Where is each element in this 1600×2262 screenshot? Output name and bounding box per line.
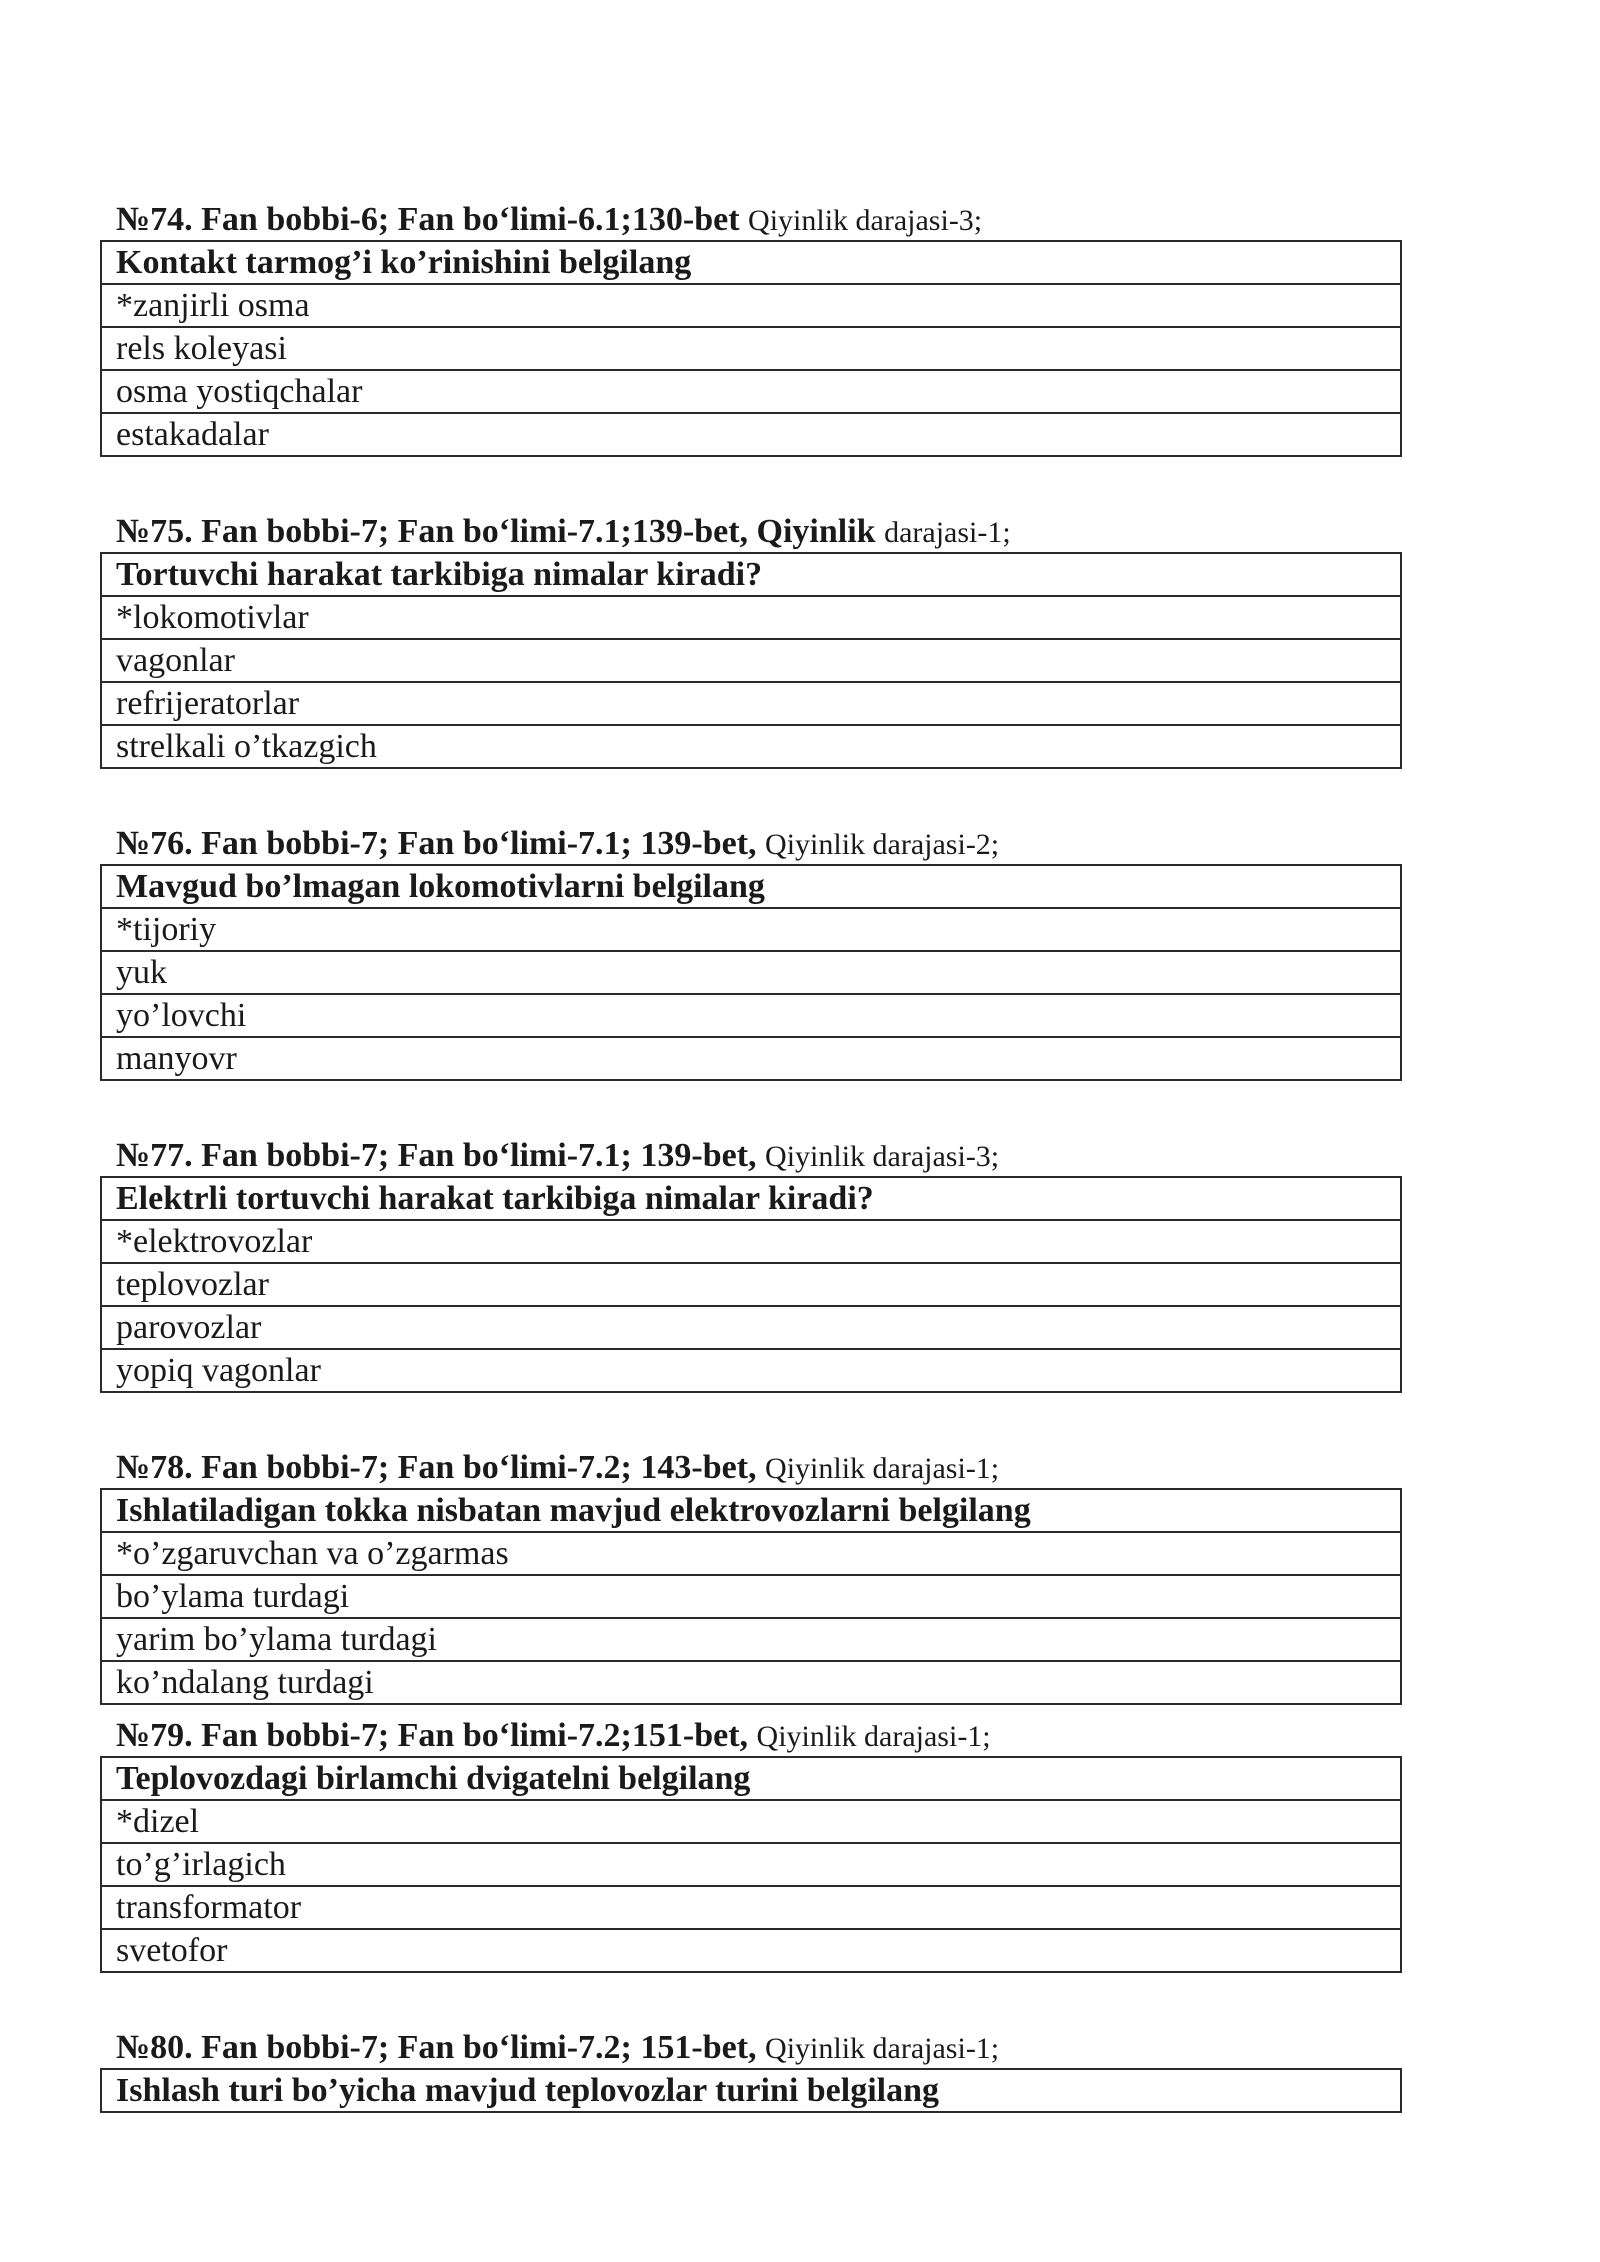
answer-option: bo’ylama turdagi [101,1575,1401,1618]
answer-option: parovozlar [101,1306,1401,1349]
answer-option: yo’lovchi [101,994,1401,1037]
answer-option: estakadalar [101,413,1401,456]
answer-option: transformator [101,1886,1401,1929]
question-79 [100,1716,1402,1973]
answer-option: *dizel [101,1800,1401,1843]
question-header-bold: №76. Fan bobbi-7; Fan bo‘limi-7.1; 139-bet, [116,825,757,862]
answer-option: vagonlar [101,639,1401,682]
answer-option: *elektrovozlar [101,1220,1401,1263]
question-header [100,824,1402,864]
answer-option: refrijeratorlar [101,682,1401,725]
question-table [100,2068,1402,2113]
question-table [100,1176,1402,1393]
question-table [100,552,1402,769]
question-header-bold: №80. Fan bobbi-7; Fan bo‘limi-7.2; 151-bet, [116,2029,757,2066]
answer-option: *zanjirli osma [101,284,1401,327]
question-header [100,512,1402,552]
question-77 [100,1136,1402,1393]
answer-option: rels koleyasi [101,327,1401,370]
question-header [100,2028,1402,2068]
question-header-difficulty: Qiyinlik darajasi-2; [765,828,1000,861]
question-stem: Ishlatiladigan tokka nisbatan mavjud elektrovozlarni belgilang [101,1489,1401,1532]
question-header-difficulty: darajasi-1; [884,516,1011,549]
question-78 [100,1448,1402,1705]
answer-option: ko’ndalang turdagi [101,1661,1401,1704]
question-header-difficulty: Qiyinlik darajasi-3; [765,1140,1000,1173]
question-76 [100,824,1402,1081]
question-stem: Tortuvchi harakat tarkibiga nimalar kiradi? [101,553,1401,596]
answer-option: to’g’irlagich [101,1843,1401,1886]
answer-option: yopiq vagonlar [101,1349,1401,1392]
question-80 [100,2028,1402,2113]
question-header [100,200,1402,240]
question-table [100,240,1402,457]
answer-option: osma yostiqchalar [101,370,1401,413]
answer-option: teplovozlar [101,1263,1401,1306]
question-stem: Elektrli tortuvchi harakat tarkibiga nimalar kiradi? [101,1177,1401,1220]
question-header [100,1136,1402,1176]
question-stem: Kontakt tarmog’i ko’rinishini belgilang [101,241,1401,284]
question-table [100,1488,1402,1705]
question-stem: Mavgud bo’lmagan lokomotivlarni belgilang [101,865,1401,908]
question-header-bold: №74. Fan bobbi-6; Fan bo‘limi-6.1;130-bet [116,201,740,238]
question-header-difficulty: Qiyinlik darajasi-1; [765,2032,1000,2065]
question-table [100,864,1402,1081]
answer-option: strelkali o’tkazgich [101,725,1401,768]
question-header-bold: №78. Fan bobbi-7; Fan bo‘limi-7.2; 143-bet, [116,1449,757,1486]
answer-option: *o’zgaruvchan va o’zgarmas [101,1532,1401,1575]
question-table [100,1756,1402,1973]
answer-option: yarim bo’ylama turdagi [101,1618,1401,1661]
question-header-bold: №79. Fan bobbi-7; Fan bo‘limi-7.2;151-bet, [116,1717,749,1754]
question-header-difficulty: Qiyinlik darajasi-1; [765,1452,1000,1485]
question-74 [100,200,1402,457]
question-stem: Teplovozdagi birlamchi dvigatelni belgilang [101,1757,1401,1800]
question-header-bold: №75. Fan bobbi-7; Fan bo‘limi-7.1;139-bet, Qiyinlik [116,513,876,550]
question-75 [100,512,1402,769]
question-header-difficulty: Qiyinlik darajasi-3; [748,204,983,237]
answer-option: yuk [101,951,1401,994]
question-header [100,1716,1402,1756]
answer-option: svetofor [101,1929,1401,1972]
question-header-bold: №77. Fan bobbi-7; Fan bo‘limi-7.1; 139-bet, [116,1137,757,1174]
question-header-difficulty: Qiyinlik darajasi-1; [756,1720,991,1753]
answer-option: *tijoriy [101,908,1401,951]
answer-option: *lokomotivlar [101,596,1401,639]
question-header [100,1448,1402,1488]
answer-option: manyovr [101,1037,1401,1080]
question-stem: Ishlash turi bo’yicha mavjud teplovozlar turini belgilang [101,2069,1401,2112]
